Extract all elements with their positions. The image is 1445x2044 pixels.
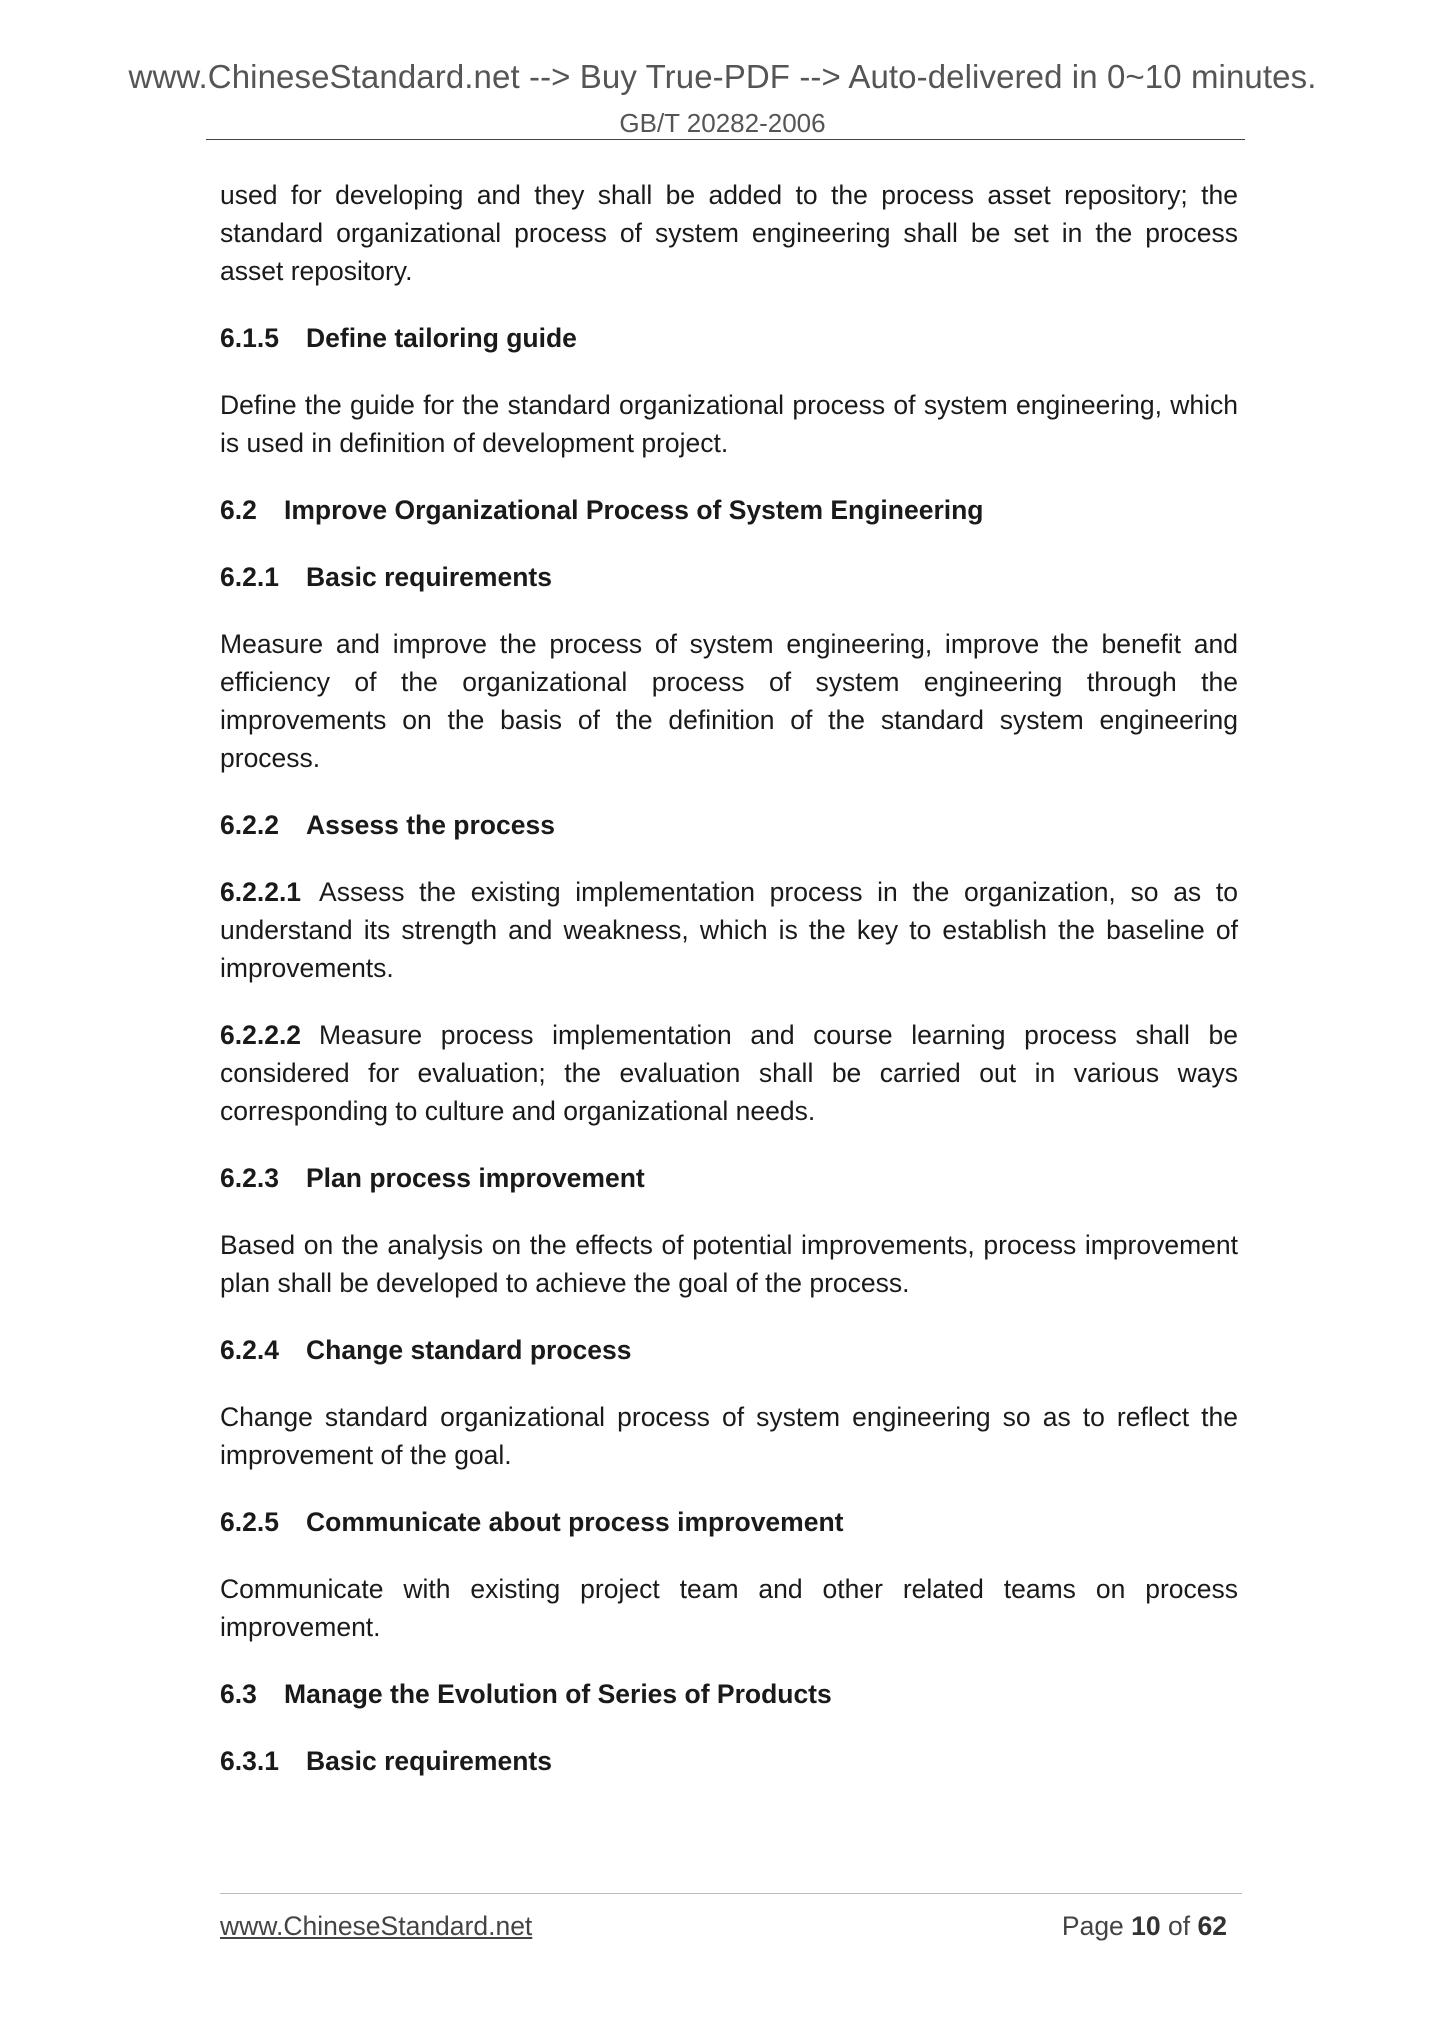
heading-number: 6.2.5 — [220, 1507, 279, 1537]
heading-6-2-1 — [220, 558, 1238, 596]
heading-6-2-2 — [220, 806, 1238, 844]
top-banner: www.ChineseStandard.net --> Buy True-PDF --> Auto-delivered in 0~10 minutes. — [128, 58, 1317, 95]
heading-title: Communicate about process improvement — [306, 1507, 844, 1537]
page-current: 10 — [1131, 1911, 1161, 1941]
paragraph-6-2-1: Measure and improve the process of system engineering, improve the benefit and efficiency of the organizational process of system engineering through the improvements on the basis of the definition of the standard system engineering process. — [220, 629, 1238, 773]
page-word: Page — [1061, 1911, 1124, 1941]
heading-title: Change standard process — [306, 1335, 632, 1365]
heading-number: 6.2.2 — [220, 810, 279, 840]
heading-6-3 — [220, 1675, 1238, 1713]
heading-number: 6.3.1 — [220, 1746, 279, 1776]
page-indicator — [1062, 1911, 1227, 1942]
paragraph-6-1-5: Define the guide for the standard organizational process of system engineering, which is used in definition of development project. — [220, 390, 1238, 458]
heading-number: 6.3 — [220, 1679, 257, 1709]
document-body — [220, 176, 1238, 1809]
heading-title: Manage the Evolution of Series of Products — [284, 1679, 832, 1709]
heading-6-1-5 — [220, 319, 1238, 357]
header-divider — [206, 139, 1245, 140]
heading-number: 6.2.1 — [220, 562, 279, 592]
heading-number: 6.2 — [220, 495, 257, 525]
standard-code: GB/T 20282-2006 — [619, 108, 826, 138]
heading-title: Plan process improvement — [306, 1163, 645, 1193]
heading-6-3-1 — [220, 1742, 1238, 1780]
heading-number: 6.2.4 — [220, 1335, 279, 1365]
clause-6-2-2-1 — [220, 873, 1238, 987]
footer-website-link[interactable]: www.ChineseStandard.net — [220, 1911, 533, 1941]
clause-6-2-2-2 — [220, 1016, 1238, 1130]
heading-6-2 — [220, 491, 1238, 529]
clause-number: 6.2.2.2 — [220, 1020, 302, 1050]
heading-title: Improve Organizational Process of System Engineering — [284, 495, 984, 525]
heading-6-2-4 — [220, 1331, 1238, 1369]
heading-title: Basic requirements — [306, 1746, 552, 1776]
page-total: 62 — [1197, 1911, 1227, 1941]
heading-title: Assess the process — [306, 810, 555, 840]
heading-title: Basic requirements — [306, 562, 552, 592]
paragraph-6-2-3: Based on the analysis on the effects of potential improvements, process improvement plan shall be developed to achieve the goal of the process. — [220, 1230, 1238, 1298]
paragraph-6-2-5: Communicate with existing project team and other related teams on process improvement. — [220, 1574, 1238, 1642]
heading-title: Define tailoring guide — [306, 323, 577, 353]
clause-number: 6.2.2.1 — [220, 877, 302, 907]
heading-6-2-3 — [220, 1159, 1238, 1197]
heading-number: 6.1.5 — [220, 323, 279, 353]
heading-number: 6.2.3 — [220, 1163, 279, 1193]
paragraph-6-2-4: Change standard organizational process of system engineering so as to reflect the improvement of the goal. — [220, 1402, 1238, 1470]
clause-text: Measure process implementation and course learning process shall be considered for evaluation; the evaluation shall be carried out in various ways corresponding to culture and organizational needs. — [220, 1020, 1238, 1126]
page-of: of — [1168, 1911, 1191, 1941]
paragraph-intro: used for developing and they shall be added to the process asset repository; the standard organizational process of system engineering shall be set in the process asset repository. — [220, 180, 1238, 286]
heading-6-2-5 — [220, 1503, 1238, 1541]
footer-divider — [220, 1893, 1242, 1894]
clause-text: Assess the existing implementation process in the organization, so as to understand its strength and weakness, which is the key to establish the baseline of improvements. — [220, 877, 1238, 983]
